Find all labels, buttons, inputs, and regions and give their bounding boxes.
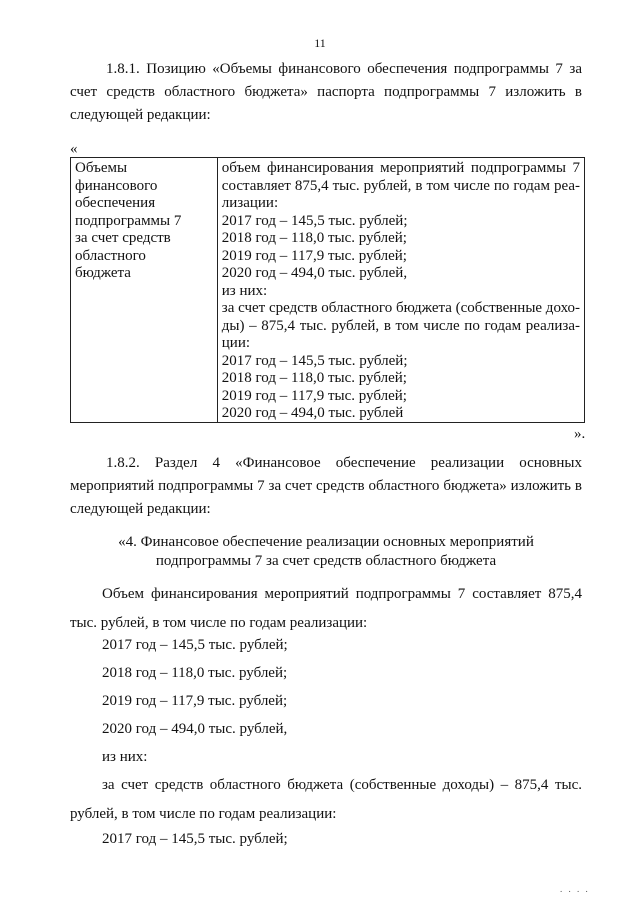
financing-paragraph: Объем финансирования мероприятий подпрограммы 7 составляет 875,4 тыс. рублей, в том числе по годам реализации: [70,586,582,631]
intro-paragraph: 1.8.1. Позицию «Объемы финансового обеспечения подпрограммы 7 за счет средств областного бюджета» паспорта подпрограммы 7 изложить в следующей редакции: [70,61,582,123]
section-heading-line: «4. Финансовое обеспечение реализации основных мероприятий [118,534,534,550]
regional-paragraph: за счет средств областного бюджета (собственные доходы) – 875,4 тыс. рублей, в том числе по годам реализации: [70,777,582,822]
right-line: за счет средств областного бюджета (собственные дохо- [221,300,580,316]
right-line: составляет 875,4 тыс. рублей, в том числе по годам реа- [221,177,580,194]
section-heading-line: подпрограммы 7 за счет средств областного бюджета [155,553,497,569]
right-line: 2018 год – 118,0 тыс. рублей; [221,370,407,386]
right-line: 2020 год – 494,0 тыс. рублей, [221,265,408,281]
open-quote: « [70,141,78,157]
passport-table [70,157,585,423]
year-line-2019: 2019 год – 117,9 тыс. рублей; [102,693,288,709]
right-line: ды) – 875,4 тыс. рублей, в том числе по годам реализа- [221,317,580,334]
right-line: 2019 год – 117,9 тыс. рублей; [221,247,407,264]
right-line: 2020 год – 494,0 тыс. рублей [221,405,404,421]
right-line: 2019 год – 117,9 тыс. рублей; [221,387,407,404]
left-line: финансового [75,177,158,194]
year-line-2018: 2018 год – 118,0 тыс. рублей; [102,665,288,681]
section-heading [70,533,582,571]
right-line: из них: [221,282,268,299]
close-quote: ». [574,426,586,442]
table-right-cell [218,158,584,422]
right-line: 2018 год – 118,0 тыс. рублей; [221,230,407,246]
left-line: бюджета [75,265,131,281]
right-line: лизации: [221,195,279,211]
year-line-2017: 2017 год – 145,5 тыс. рублей; [102,637,288,653]
right-line: 2017 год – 145,5 тыс. рублей; [221,352,408,369]
year-line-2020: 2020 год – 494,0 тыс. рублей, [102,721,288,737]
left-line: подпрограммы 7 [75,212,182,229]
corner-mark: . . . . [560,884,590,894]
right-line: ции: [221,335,251,351]
of-them-line: из них: [102,749,148,765]
year-line-2017-regional: 2017 год – 145,5 тыс. рублей; [102,831,288,847]
left-line: обеспечения [75,195,156,211]
page-number: 11 [314,36,326,50]
right-line: 2017 год – 145,5 тыс. рублей; [221,212,408,229]
left-line: за счет средств [75,230,171,246]
left-line: Объемы [75,160,128,176]
left-line: областного [75,247,146,264]
table-left-cell [71,158,218,422]
section-paragraph: 1.8.2. Раздел 4 «Финансовое обеспечение реализации основных мероприятий подпрограммы 7 за счет средств областного бюджета» изложить в следующей редакции: [70,455,582,517]
right-line: объем финансирования мероприятий подпрограммы 7 [221,160,580,176]
